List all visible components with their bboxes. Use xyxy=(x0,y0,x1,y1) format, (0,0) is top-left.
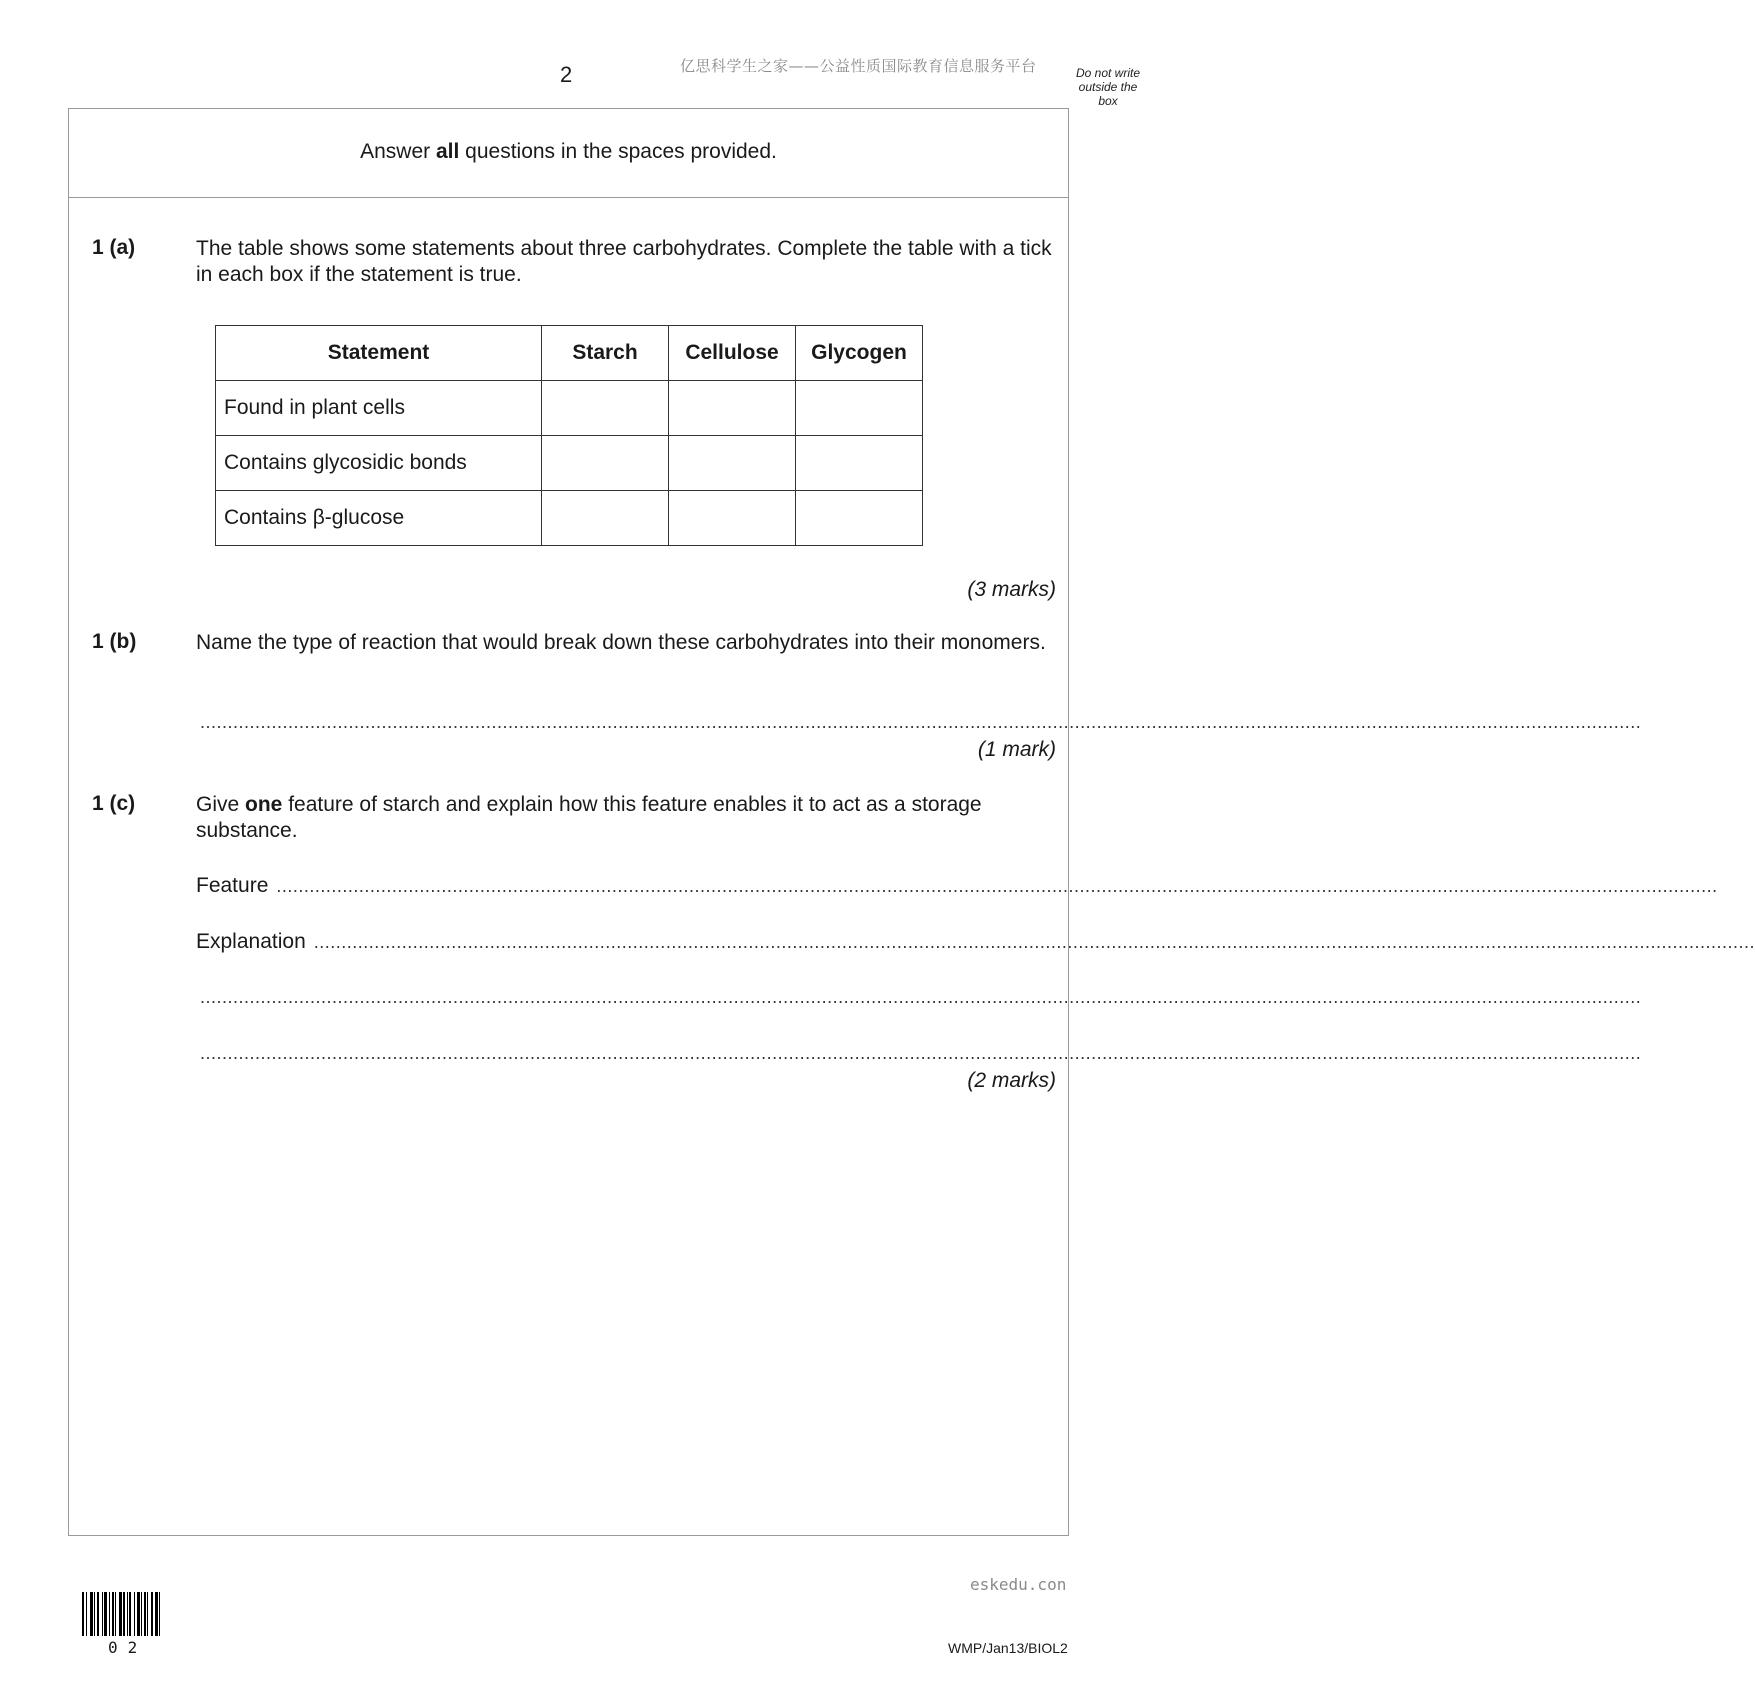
site-text: eskedu.con xyxy=(970,1575,1067,1594)
answer-line-1b[interactable]: ...................................................................................................................................................................................................................................................................... xyxy=(200,712,1642,732)
table-header: Statement xyxy=(216,326,542,381)
watermark-text: 亿思科学生之家——公益性质国际教育信息服务平台 xyxy=(680,57,1037,75)
answer-line-1c-extra[interactable]: ...................................................................................................................................................................................................................................................................... xyxy=(200,1043,1642,1063)
question-number-1c: 1 (c) xyxy=(92,792,136,815)
tick-box-starch[interactable] xyxy=(542,381,669,436)
table-header: Starch xyxy=(542,326,669,381)
question-number-1a: 1 (a) xyxy=(92,236,136,259)
question-text-1c: Give one feature of starch and explain how this feature enables it to act as a storage substance. xyxy=(196,793,982,842)
tick-box-glycogen[interactable] xyxy=(796,436,923,491)
table-row xyxy=(216,381,923,436)
instruction-divider xyxy=(68,197,1069,198)
tick-box-starch[interactable] xyxy=(542,491,669,546)
table-header: Cellulose xyxy=(669,326,796,381)
barcode xyxy=(82,1592,178,1636)
paper-code: WMP/Jan13/BIOL2 xyxy=(948,1640,1068,1656)
feature-label: Feature xyxy=(196,874,269,897)
tick-box-glycogen[interactable] xyxy=(796,381,923,436)
marks-1b: (1 mark) xyxy=(977,738,1056,761)
table-header-row xyxy=(216,326,923,381)
statement-cell: Contains β-glucose xyxy=(216,491,542,546)
marks-1c: (2 marks) xyxy=(967,1069,1056,1092)
question-text-1b: Name the type of reaction that would break down these carbohydrates into their monomers. xyxy=(196,631,1046,654)
tick-box-starch[interactable] xyxy=(542,436,669,491)
statement-cell: Found in plant cells xyxy=(216,381,542,436)
margin-note: Do not write outside the box xyxy=(1075,66,1141,108)
table-row xyxy=(216,491,923,546)
table-row xyxy=(216,436,923,491)
tick-box-glycogen[interactable] xyxy=(796,491,923,546)
table-header: Glycogen xyxy=(796,326,923,381)
answer-line-1c-extra[interactable]: ...................................................................................................................................................................................................................................................................... xyxy=(200,987,1642,1007)
question-text-1a: The table shows some statements about three carbohydrates. Complete the table with a tick in each box if the statement is true. xyxy=(196,237,1052,286)
marks-1a: (3 marks) xyxy=(967,578,1056,601)
feature-answer-line[interactable]: Feature ...................................................................................................................................................................................................................................................................... xyxy=(196,874,1718,897)
question-number-1b: 1 (b) xyxy=(92,630,137,653)
statement-cell: Contains glycosidic bonds xyxy=(216,436,542,491)
tick-box-cellulose[interactable] xyxy=(669,491,796,546)
tick-box-cellulose[interactable] xyxy=(669,381,796,436)
barcode-digits: 02 xyxy=(108,1638,148,1657)
explanation-label: Explanation xyxy=(196,930,306,953)
tick-box-cellulose[interactable] xyxy=(669,436,796,491)
page-number: 2 xyxy=(560,62,573,87)
instruction-text: Answer all questions in the spaces provided. xyxy=(360,140,777,163)
explanation-answer-line[interactable]: Explanation ...................................................................................................................................................................................................................................................................... xyxy=(196,930,1755,953)
carbohydrate-table xyxy=(215,325,923,546)
